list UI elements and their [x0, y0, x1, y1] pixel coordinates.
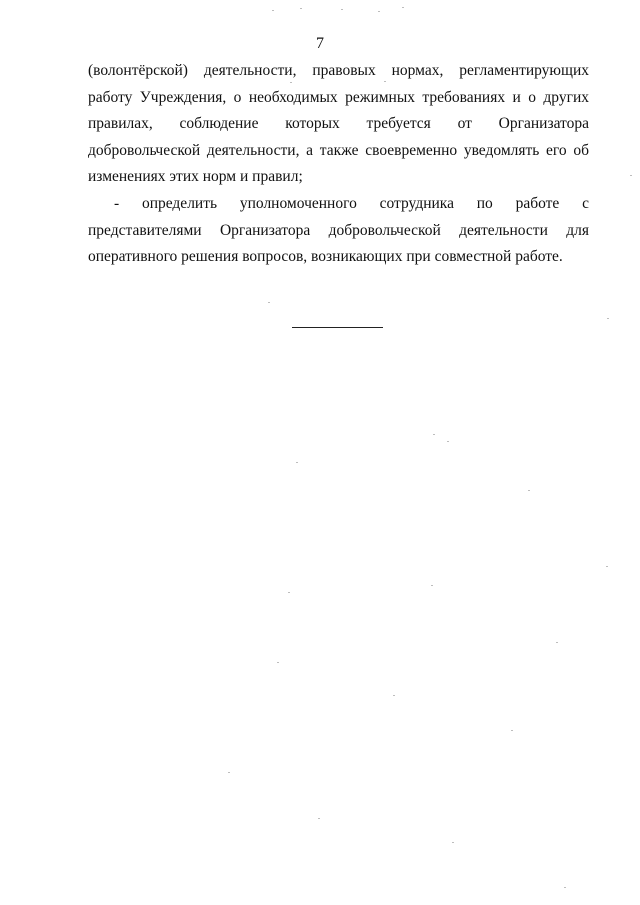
scan-speck	[431, 585, 433, 586]
scan-speck	[228, 772, 230, 773]
page-number: 7	[316, 35, 324, 52]
paragraph-list-item: - определить уполномоченного сотрудника по работе с представителями Организатора добровольческой деятельности для оперативного решения вопросов, возникающих при совместной работе.	[88, 194, 589, 266]
scan-speck	[341, 9, 343, 10]
scan-speck	[402, 7, 404, 8]
scan-speck	[384, 81, 386, 82]
scan-speck	[511, 730, 513, 731]
scan-speck	[288, 592, 290, 593]
scan-speck	[607, 318, 609, 319]
scan-speck	[556, 642, 558, 643]
scan-speck	[300, 8, 302, 9]
scan-speck	[272, 10, 274, 11]
scan-speck	[447, 441, 449, 442]
scan-speck	[378, 11, 380, 12]
scan-speck	[277, 662, 279, 663]
paragraph-continued: (волонтёрской) деятельности, правовых нормах, регламентирующих работу Учреждения, о необходимых режимных требованиях и о других правилах, соблюдение которых требуется от Организатора добровольческой деятельности, а также своевременно уведомлять его об изменениях этих норм и правил;	[88, 62, 589, 186]
end-of-text-rule	[292, 327, 383, 328]
scan-speck	[296, 462, 298, 463]
scan-speck	[606, 566, 608, 567]
scan-speck	[528, 490, 530, 491]
scan-speck	[452, 842, 454, 843]
scan-speck	[393, 695, 395, 696]
scan-speck	[268, 302, 270, 303]
scan-speck	[318, 818, 320, 819]
scan-speck	[433, 434, 435, 435]
scan-speck	[564, 887, 566, 888]
body-text	[88, 58, 589, 271]
scan-speck	[630, 175, 632, 176]
scan-speck	[290, 82, 292, 83]
